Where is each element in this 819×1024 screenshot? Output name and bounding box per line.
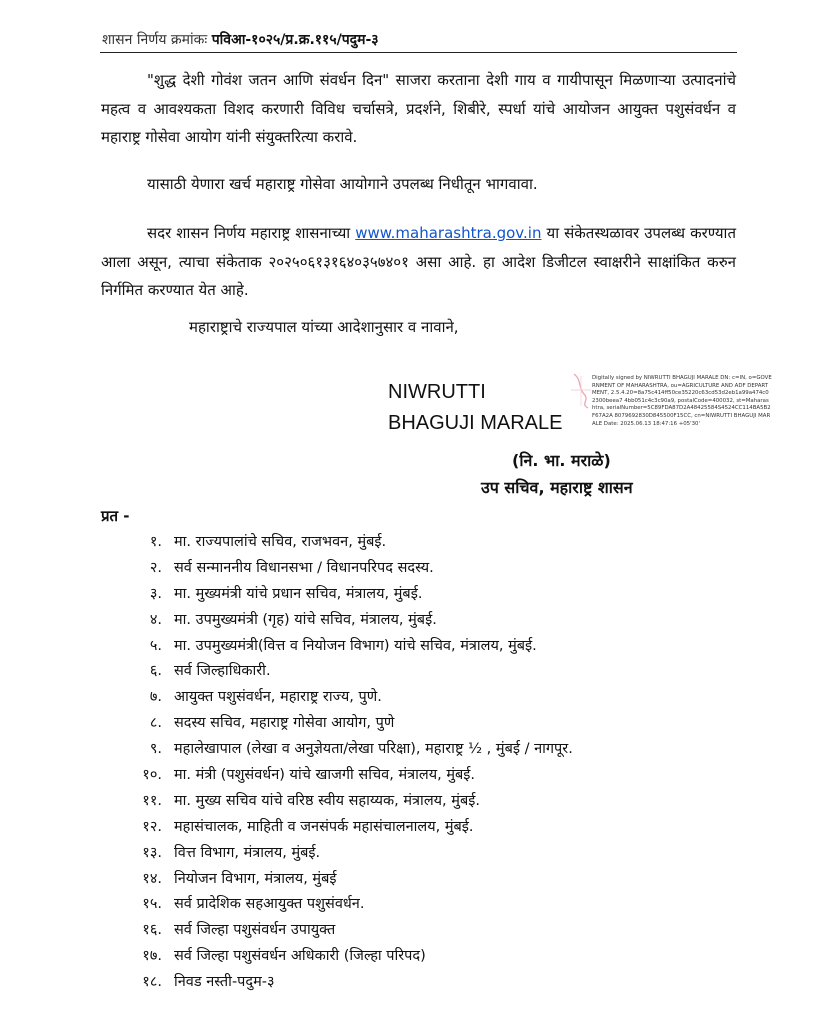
list-item-number: १६. <box>142 922 162 939</box>
paragraph-text: सदर शासन निर्णय महाराष्ट्र शासनाच्या <box>147 224 351 242</box>
list-item <box>110 659 573 685</box>
list-item <box>110 841 573 867</box>
list-item-number: ५. <box>149 637 162 654</box>
signature-name-line: NIWRUTTI <box>388 381 486 403</box>
list-item-number: २. <box>149 559 162 576</box>
list-item <box>110 530 573 556</box>
list-item-text: निवड नस्ती-पदुम-३ <box>174 974 275 991</box>
list-item-text: महासंचालक, माहिती व जनसंपर्क महासंचालनालय, मुंबई. <box>174 818 474 835</box>
signatory-short-name: (नि. भा. मराळे) <box>512 451 611 470</box>
paragraph-text: "शुद्ध देशी गोवंश जतन आणि संवर्धन दिन" साजरा करताना देशी गाय व गायीपासून मिळणाऱ्या उत्पादनांचे महत्व व आवश्यकता विशद करणारी विविध चर्चासत्रे, प्रदर्शने, शिबीरे, स्पर्धा यांचे आयोजन आयुक्त पशुसंवर्धन व महाराष्ट्र गोसेवा आयोग यांनी संयुक्तरित्या करावे. <box>101 71 736 146</box>
list-item-text: वित्त विभाग, मंत्रालय, मुंबई. <box>174 844 321 861</box>
digital-signature-details: Digitally signed by NIWRUTTI BHAGUJI MARALE DN: c=IN, o=GOVERNMENT OF MAHARASHTRA, ou=AGRICULTURE AND ADF DEPARTMENT, 2.5.4.20=8a75c414ff50ce35220c63cd53d2eb1a99a474c02300beea7 4bb051c4c3c90a9, postalCode=400032, st=Maharashtra, serialNumber=5C89FDA87D2A48425584S4524CC114BA5B2F67A2A 8079692830D845500F15CC, cn=NIWRUTTI BHAGUJI MARALE Date: 2025.06.13 18:47:16 +05'30' <box>592 375 772 427</box>
list-item <box>110 944 573 970</box>
list-item <box>110 815 573 841</box>
signatory-designation: उप सचिव, महाराष्ट्र शासन <box>481 478 633 497</box>
list-item-number: १८. <box>142 974 162 991</box>
gr-number: पविआ-१०२५/प्र.क्र.११५/पदुम-३ <box>211 32 379 48</box>
list-item <box>110 763 573 789</box>
list-item-number: ८. <box>149 715 162 732</box>
list-item-number: ७. <box>149 689 162 706</box>
list-item-number: १५. <box>142 896 162 913</box>
list-item <box>110 685 573 711</box>
signature-name-line: BHAGUJI MARALE <box>388 412 563 434</box>
list-item-text: महालेखापाल (लेखा व अनुज्ञेयता/लेखा परिक्षा), महाराष्ट्र ½ , मुंबई / नागपूर. <box>174 741 573 758</box>
signature-stamp-icon <box>568 370 594 410</box>
list-item-number: ९. <box>149 741 162 758</box>
list-item-number: ११. <box>142 792 162 809</box>
header-divider <box>100 52 737 53</box>
list-item <box>110 789 573 815</box>
paragraph-text: यासाठी येणारा खर्च महाराष्ट्र गोसेवा आयोगाने उपलब्ध निधीतून भागवावा. <box>147 175 538 193</box>
copy-list <box>110 530 573 996</box>
list-item-number: १२. <box>142 818 162 835</box>
gr-number-label: शासन निर्णय क्रमांकः <box>102 32 208 48</box>
list-item <box>110 556 573 582</box>
list-item <box>110 970 573 996</box>
list-item-text: मा. उपमुख्यमंत्री (गृह) यांचे सचिव, मंत्रालय, मुंबई. <box>174 611 437 628</box>
paragraph-authority <box>101 313 736 342</box>
list-item-text: सर्व जिल्हा पशुसंवर्धन अधिकारी (जिल्हा परिपद) <box>174 948 426 965</box>
copies-heading: प्रत - <box>101 507 130 525</box>
list-item-text: सदस्य सचिव, महाराष्ट्र गोसेवा आयोग, पुणे <box>174 715 395 732</box>
list-item-number: ३. <box>149 585 162 602</box>
paragraph-text: या संकेतस्थळावर उपलब्ध करण्यात आला असून, त्याचा संकेताक २०२५०६१३१६४०३५७४०१ असा आहे. हा आदेश डिजीटल स्वाक्षरीने साक्षांकित करुन निर्गमित करण्यात येत आहे. <box>101 224 736 299</box>
list-item <box>110 892 573 918</box>
paragraph-celebration <box>101 66 736 152</box>
signature-name <box>388 377 562 439</box>
list-item-number: ४. <box>149 611 162 628</box>
list-item-text: सर्व सन्माननीय विधानसभा / विधानपरिपद सदस्य. <box>174 559 434 576</box>
list-item-number: १७. <box>142 948 162 965</box>
website-link[interactable]: www.maharashtra.gov.in <box>355 224 542 242</box>
list-item <box>110 867 573 893</box>
list-item-number: १४. <box>142 870 162 887</box>
list-item <box>110 737 573 763</box>
list-item-text: मा. मुख्य सचिव यांचे वरिष्ठ स्वीय सहाय्यक, मंत्रालय, मुंबई. <box>174 792 480 809</box>
list-item-text: सर्व जिल्हाधिकारी. <box>174 663 271 680</box>
list-item <box>110 582 573 608</box>
list-item <box>110 918 573 944</box>
list-item-number: ६. <box>149 663 162 680</box>
list-item-text: सर्व जिल्हा पशुसंवर्धन उपायुक्त <box>174 922 336 939</box>
list-item <box>110 634 573 660</box>
list-item-text: सर्व प्रादेशिक सहआयुक्त पशुसंवर्धन. <box>174 896 365 913</box>
list-item-number: १. <box>149 534 162 550</box>
list-item <box>110 711 573 737</box>
list-item-number: १३. <box>142 844 162 861</box>
paragraph-publication <box>101 219 736 305</box>
list-item <box>110 608 573 634</box>
list-item-number: १०. <box>142 767 162 784</box>
list-item-text: नियोजन विभाग, मंत्रालय, मुंबई <box>174 870 337 887</box>
list-item-text: मा. उपमुख्यमंत्री(वित्त व नियोजन विभाग) यांचे सचिव, मंत्रालय, मुंबई. <box>174 637 537 654</box>
list-item-text: मा. राज्यपालांचे सचिव, राजभवन, मुंबई. <box>174 534 387 550</box>
document-header <box>102 30 379 49</box>
paragraph-text: महाराष्ट्राचे राज्यपाल यांच्या आदेशानुसार व नावाने, <box>189 318 459 336</box>
paragraph-expense <box>101 170 736 199</box>
list-item-text: मा. मंत्री (पशुसंवर्धन) यांचे खाजगी सचिव, मंत्रालय, मुंबई. <box>174 767 476 784</box>
list-item-text: मा. मुख्यमंत्री यांचे प्रधान सचिव, मंत्रालय, मुंबई. <box>174 585 423 602</box>
list-item-text: आयुक्त पशुसंवर्धन, महाराष्ट्र राज्य, पुणे. <box>174 689 382 706</box>
